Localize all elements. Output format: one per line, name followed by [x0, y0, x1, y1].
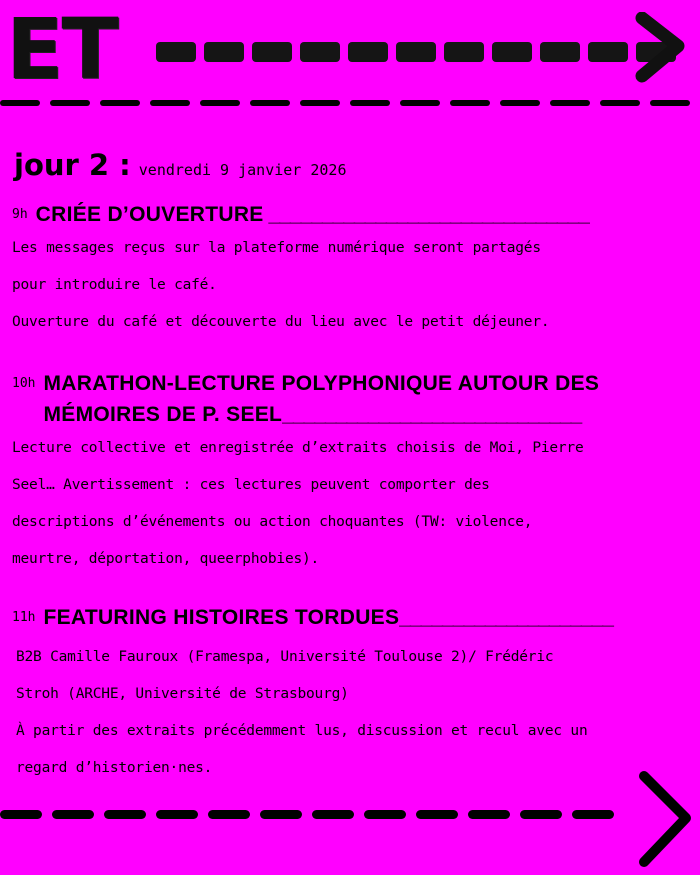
session-text: Lecture collective et enregistrée d’extraits choisis de Moi, Pierre — [12, 440, 584, 456]
header-dash-line — [156, 42, 676, 62]
session-text: Les messages reçus sur la plateforme numérique seront partagés — [12, 240, 541, 256]
session-text: meurtre, déportation, queerphobies). — [12, 551, 320, 567]
logo: ET — [6, 0, 117, 98]
session-text: descriptions d’événements ou action choquantes (TW: violence, — [12, 514, 533, 530]
session-text: regard d’historien·nes. — [16, 760, 213, 776]
chevron-right-icon — [634, 12, 686, 84]
session-11h — [12, 602, 700, 787]
session-9h — [12, 199, 700, 341]
divider — [0, 810, 614, 819]
session-10h — [12, 368, 700, 578]
divider — [0, 100, 690, 106]
session-title: MARATHON-LECTURE POLYPHONIQUE AUTOUR DES — [43, 372, 600, 395]
session-text: À partir des extraits précédemment lus, discussion et recul avec un — [16, 723, 588, 739]
session-text: Ouverture du café et découverte du lieu avec le petit déjeuner. — [12, 314, 550, 330]
day-heading — [14, 148, 347, 182]
session-time: 10h — [12, 376, 36, 391]
title-underline: ____________________ — [399, 606, 613, 629]
session-text: Stroh (ARCHE, Université de Strasbourg) — [16, 686, 349, 702]
session-time: 11h — [12, 610, 36, 625]
session-title-line2: MÉMOIRES DE P. SEEL — [43, 403, 283, 426]
title-underline: ______________________________ — [263, 203, 589, 226]
session-time: 9h — [12, 207, 28, 222]
day-date: vendredi 9 janvier 2026 — [138, 161, 347, 179]
session-title: FEATURING HISTOIRES TORDUES — [43, 606, 400, 629]
day-label: jour 2 : — [14, 148, 131, 182]
title-underline: ____________________________ — [282, 403, 582, 426]
session-text: Seel… Avertissement : ces lectures peuvent comporter des — [12, 477, 490, 493]
session-text: pour introduire le café. — [12, 277, 217, 293]
chevron-right-icon — [636, 770, 696, 870]
session-title: CRIÉE D’OUVERTURE — [35, 203, 264, 226]
session-text: B2B Camille Fauroux (Framespa, Université Toulouse 2)/ Frédéric — [16, 649, 554, 665]
